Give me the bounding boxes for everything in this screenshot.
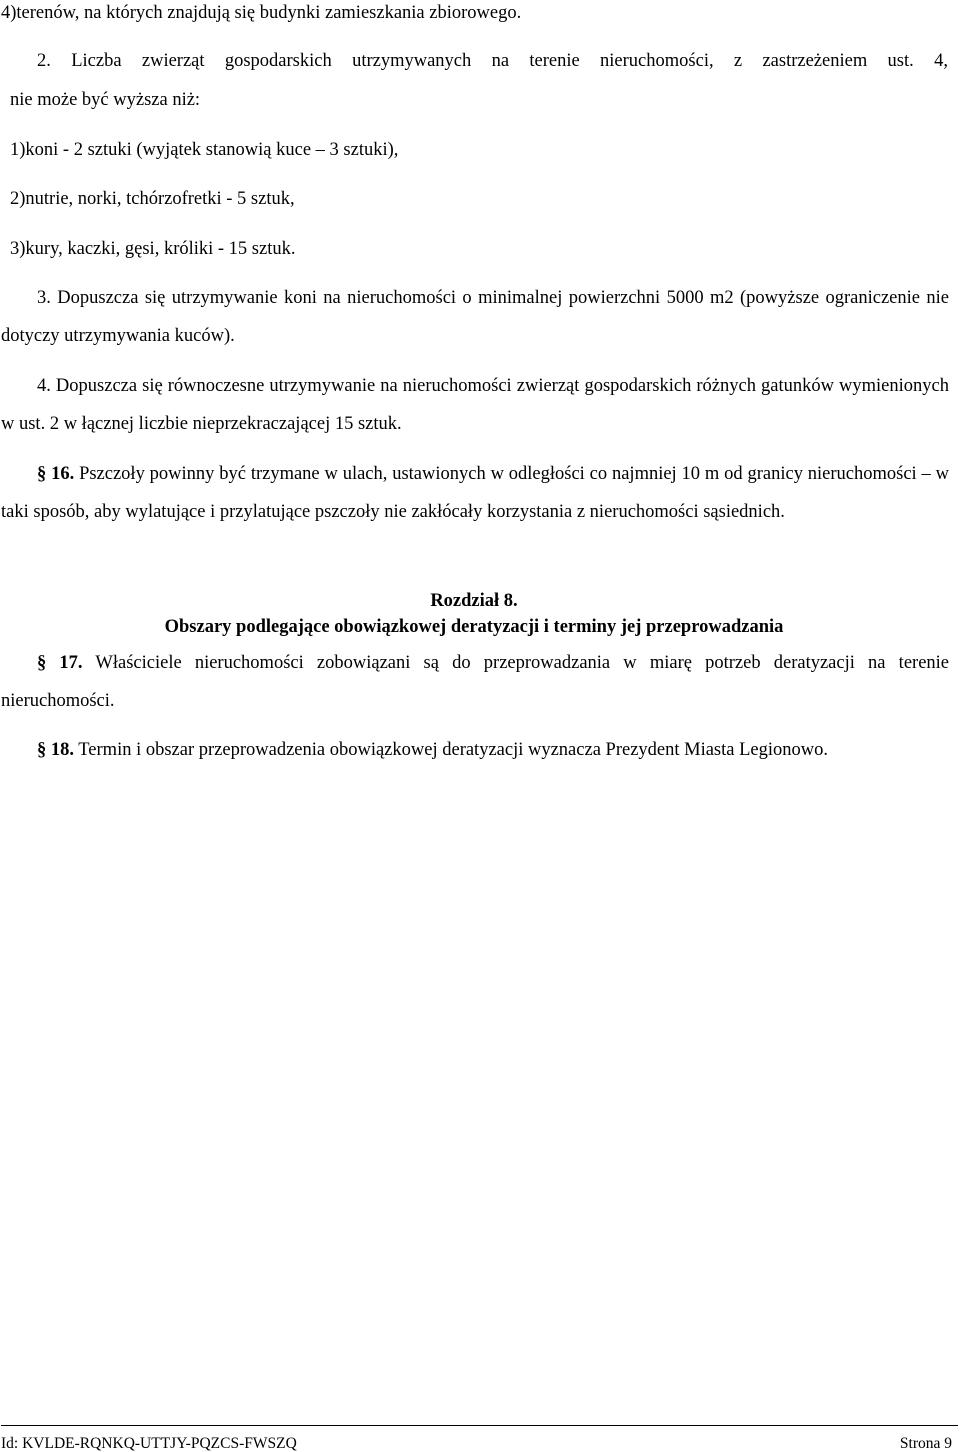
sec17 — [1, 644, 949, 720]
sec16-label: § 16. — [37, 464, 75, 484]
chapter-title: Obszary podlegające obowiązkowej deratyzacji i terminy jej przeprowadzania — [164, 617, 784, 637]
sec15-p2-line1: 2. Liczba zwierząt gospodarskich utrzymywanych na terenie nieruchomości, z zastrzeżeniem ust. 4, — [37, 51, 948, 71]
sec18 — [1, 731, 949, 769]
footer-page-number: Strona 9 — [899, 1435, 952, 1452]
sec16-text: Pszczoły powinny być trzymane w ulach, ustawionych w odległości co najmniej 10 m od granicy nieruchomości – w taki sposób, aby wylatujące i przylatujące pszczoły nie zakłócały korzystania z nieruchomości sąsiednich. — [1, 464, 949, 522]
sec15-p4 — [1, 367, 949, 443]
footer-divider — [1, 1425, 958, 1426]
list-item: 3)kury, kaczki, gęsi, króliki - 15 sztuk. — [10, 239, 296, 259]
sec16 — [1, 455, 949, 531]
footer-document-id: Id: KVLDE-RQNKQ-UTTJY-PQZCS-FWSZQ — [1, 1435, 297, 1452]
chapter-number: Rozdział 8. — [430, 591, 518, 611]
sec15-p2-line2: nie może być wyższa niż: — [10, 90, 201, 110]
list-item: 2)nutrie, norki, tchórzofretki - 5 sztuk, — [10, 189, 295, 209]
sec15-p3-text: 3. Dopuszcza się utrzymywanie koni na nieruchomości o minimalnej powierzchni 5000 m2 (powyższe ograniczenie nie dotyczy utrzymywania kuców). — [1, 288, 949, 346]
sec18-text: Termin i obszar przeprowadzenia obowiązkowej deratyzacji wyznacza Prezydent Miasta Legionowo. — [78, 740, 828, 760]
list-item: 1)koni - 2 sztuki (wyjątek stanowią kuce – 3 sztuki), — [10, 140, 399, 160]
sec17-label: § 17. — [37, 653, 83, 673]
sec17-text: Właściciele nieruchomości zobowiązani są do przeprowadzania w miarę potrzeb deratyzacji na terenie nieruchomości. — [1, 653, 950, 711]
sec15-p3 — [1, 279, 949, 355]
sec18-label: § 18. — [37, 740, 74, 760]
item-4-terenow: 4)terenów, na których znajdują się budynki zamieszkania zbiorowego. — [1, 3, 522, 23]
sec15-p4-text: 4. Dopuszcza się równoczesne utrzymywanie na nieruchomości zwierząt gospodarskich różnych gatunków wymienionych w ust. 2 w łącznej liczbie nieprzekraczającej 15 sztuk. — [1, 376, 949, 434]
